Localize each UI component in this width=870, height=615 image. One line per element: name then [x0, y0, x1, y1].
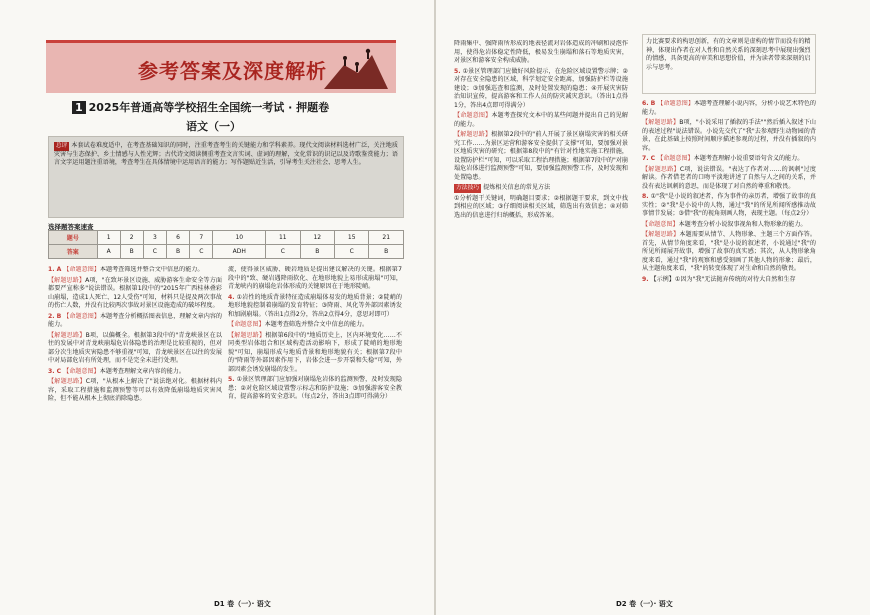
answer-value-cell: A [97, 245, 120, 259]
section-tag: 【命题意图】 [63, 367, 100, 375]
answer-block [642, 231, 816, 274]
section-tag: 【命题意图】 [454, 112, 492, 119]
right-column-2 [642, 100, 816, 286]
answer-block [48, 277, 222, 311]
block-text: 本题考查分析概括图表信息，理解文章内容的能力。 [48, 312, 222, 328]
question-number: 8. [642, 193, 649, 200]
question-number: 9. [642, 275, 649, 283]
page-footer-right: D2 卷（一）· 语文 [616, 600, 673, 608]
answer-row-label: 答案 [49, 245, 98, 259]
block-text: ①岩性的地质背景特征造成崩塌体易发的地质背景；②陡峭的地形地貌控制着崩塌的发育特征；③降雨、风化等外部因素诱发和加剧崩塌。（答出1点得2分，答出2点得4分，意思对即可） [228, 293, 402, 318]
block-text: 本题考查筛选并整合文中信息的能力。 [264, 321, 369, 328]
answer-table [48, 230, 404, 259]
answer-block [642, 166, 816, 192]
answer-value-cell: B [167, 245, 190, 259]
block-text: 本题考查理解小说重要语句含义的能力。 [693, 155, 804, 162]
question-number: 2. B [48, 312, 62, 320]
overview-text: 本套试卷难度适中，在考查基础知识的同时，注重考查考生的关键能力和学科素养。现代文阅读材料选材广泛，关注地质灾害与生态保护、乡土情感与人性光辉；古代诗文阅读侧重考查文言实词、虚词的理解，文化常识的识记以及诗歌鉴赏能力；语言文字运用题注重语境，考查考生在具体情境中运用语言的能力；写作题贴近生活，引导考生关注社会、思考人生。 [54, 142, 398, 166]
answer-block [454, 184, 628, 193]
left-page [0, 0, 434, 615]
block-text: 本题考查分析小说叙事视角和人物形象的能力。 [678, 220, 807, 228]
answer-block [48, 266, 222, 275]
answer-number-cell: 3 [143, 231, 166, 245]
answer-number-cell: 10 [213, 231, 266, 245]
overview-box [48, 136, 404, 218]
exam-title-text: 2025年普通高等学校招生全国统一考试 · 押题卷 [88, 101, 330, 114]
answer-block [228, 266, 402, 292]
question-number: 1. A [48, 266, 62, 273]
question-number: 3. C [48, 367, 62, 375]
question-number: 6. B [642, 100, 656, 107]
answer-block [454, 40, 628, 66]
answer-value-cell: B [120, 245, 143, 259]
answer-number-cell: 12 [300, 231, 334, 245]
answer-block [228, 321, 402, 330]
section-tag: 【命题意图】 [657, 100, 694, 107]
answer-number-cell: 2 [120, 231, 143, 245]
answer-block [642, 276, 816, 285]
block-text: ①"我"是小说的叙述者，作为事件的亲历者，增强了故事的真实性；②"我"是小说中的人物，通过"我"的所见所闻所感推动故事情节发展；③借"我"的视角刻画人物，表现主题。（每点2分） [642, 193, 816, 217]
answer-block [228, 332, 402, 375]
section-tag: 【解题思路】 [48, 276, 86, 284]
block-text: ①景区管理部门应加强对崩塌危岩体的监测预警，及时发现隐患；②对危险区域设置警示标志和防护设施；③加强游客安全教育，提高游客的安全意识。（每点2分，答出3点即可得满分） [228, 376, 402, 400]
question-number: 7. C [642, 155, 656, 162]
block-text: 本题考查探究文本中的某些问题并提出自己的见解的能力。 [454, 112, 628, 128]
block-text: 本题考查理解文章内容的能力。 [99, 367, 185, 375]
block-text: C项，说法错误。"表达了作者对……的讽刺"过度解读。作者借老者的口吻平淡地讲述了自然与人之间的关系，并没有表达讽刺的意思，而是体现了对自然的尊重和敬畏。 [642, 165, 816, 190]
block-text: 提炼相关信息的常见方法 [483, 184, 551, 191]
answer-value-cell: C [143, 245, 166, 259]
block-text: 本题考查理解小说内容，分析小说艺术特色的能力。 [642, 100, 816, 116]
block-text: 本题考查筛选并整合文中信息的能力。 [99, 266, 204, 273]
climbers-illustration-icon [324, 47, 388, 89]
answer-block [454, 68, 628, 111]
section-tag: 【解题思路】 [642, 165, 680, 173]
right-top-note: 力比赛要求的构思创新，有的文章则是虚构的情节而没有的精神，体现出作者在对人性和自然关系的深刻思考中展现出强烈的情感，具备更高的审美和思想价值，并为读者带来深刻的启示与思考。 [642, 34, 816, 94]
answer-block [48, 313, 222, 330]
block-text: ①景区管理部门应做好风险提示，在危险区域设置警示牌；②对存在安全隐患的区域，科学划定安全距离，加强防护栏等设施建设；③加强巡查和监测，及时处置发现的隐患；④开展灾害防治知识宣传，提高游客和工作人员的防灾减灾意识。（答出1点得1分，答出4点即可得满分） [454, 67, 628, 109]
answer-block [642, 155, 816, 164]
section-tag: 【命题意图】 [657, 155, 694, 162]
banner-title: 参考答案及深度解析 [138, 59, 327, 83]
answer-value-cell: C [266, 245, 300, 259]
block-text: 流，使得景区威胁、硬岩地质是提出建议解决的关键。根据第7段中的"致、硬岩遇降雨软化、在地形地貌上易形成崩塌"可知，青龙峡内的崩塌危岩体形成的关键原因在于地形陡峭。 [228, 266, 402, 290]
exam-number: 1 [72, 101, 86, 114]
block-text: 【示例】①因为"我"无法抛弃传统的对待大自然和生存 [650, 275, 796, 283]
answer-block [642, 221, 816, 230]
section-tag: 【解题思路】 [454, 131, 492, 138]
block-text: ①分析题干关键词，明确题目要求；②根据题干要求，到文中找到相应的区域；③仔细阅读相关区域，筛选出有效信息；④对筛选出的信息进行归纳概括，形成答案。 [454, 194, 628, 219]
answer-block [642, 193, 816, 219]
skill-tag: 方法技巧 [456, 185, 480, 191]
block-text: B项，"小说采用了插叙的手法""然后插入叙述下山的表述过程"说法错误。小说先交代了"我"去参观野生动物园的背景，在此基础上按照时间顺序描述参观的过程，并没有插叙的内容。 [642, 119, 816, 152]
question-number: 5. [228, 376, 235, 383]
section-tag: 【命题意图】 [642, 220, 679, 228]
section-tag: 【解题思路】 [48, 378, 86, 385]
block-text: 本题需要从情节、人物形象、主题三个方面作答。首先，从情节角度来看，"我"是小说的叙述者，小说通过"我"的所见所闻展开故事，增强了故事的真实感；其次，从人物形象角度来看，通过"我"的观察和感受刻画了其他人物的形象；最后，从主题角度来看，"我"的转变体现了对生命和自然的敬畏。 [642, 231, 816, 272]
answer-block [228, 294, 402, 320]
section-tag: 【命题意图】 [63, 266, 100, 273]
block-text: B项，以偏概全。根据第3段中的"青龙峡景区在以往的发展中对青龙峡崩塌危岩体隐患的治理是比较重视的，但对部分次生地质灾害隐患不够重视"可知，青龙峡景区在以往的发展中对局部危岩有所处理，而不是完全未进行处理。 [48, 331, 222, 364]
answer-block [48, 332, 222, 366]
answer-number-cell: 1 [97, 231, 120, 245]
answer-block [454, 195, 628, 221]
block-text: 根据第2段中的"前人开展了景区崩塌灾害的相关研究工作……为景区运营和游客安全提供了支撑"可知，要加强对景区地质灾害的研究；根据第8段中的"有针对性地实施工程措施，设置防护栏"可知，可以采取工程治理措施；根据第7段中的"对崩塌危岩体进行监测预警"可知，要加强监测预警工作，及时发现和处置隐患。 [454, 131, 628, 181]
block-text: 降雨集中、强降雨所形成的地表径流对岩体造成的冲刷和浸泡作用，使得危岩体稳定性降低，极易发生崩塌和落石等地质灾害，对景区和游客安全构成威胁。 [454, 40, 628, 64]
answer-block [454, 112, 628, 129]
answer-number-cell: 11 [266, 231, 300, 245]
page-footer-left: D1 卷（一）· 语文 [214, 600, 271, 608]
answer-block [48, 378, 222, 404]
answer-number-cell: 7 [190, 231, 213, 245]
left-column-1 [48, 266, 222, 406]
block-text: A项，"在致坏景区设施、威胁游客生命安全等方面都要严宣称多"说法错误。根据第1段中的"2015年广西桂林叠彩山崩塌，造成1人死亡、12人受伤"可知，材料只是提及两次事故的伤亡人数，并没有比较两次事故对景区设施造成的破坏程度。 [48, 276, 222, 309]
answer-block [48, 368, 222, 377]
section-tag: 【解题思路】 [48, 331, 86, 339]
section-tag: 【解题思路】 [642, 119, 680, 126]
answer-value-cell: C [190, 245, 213, 259]
section-tag: 【解题思路】 [642, 231, 680, 238]
answer-table-title: 选择题答案速查 [48, 223, 94, 231]
exam-title [72, 99, 329, 115]
question-number: 5. [454, 67, 461, 75]
answer-number-cell: 15 [334, 231, 368, 245]
overview-tag: 总评 [56, 143, 68, 149]
right-page [436, 0, 870, 615]
answer-value-cell: ADH [213, 245, 266, 259]
answer-block [642, 119, 816, 153]
section-tag: 【解题思路】 [228, 331, 266, 339]
question-number: 4. [228, 293, 235, 301]
block-text: C项，"从根本上解决了"说法绝对化。根据材料内容，采取工程措施和监测预警等可以有效降低崩塌地质灾害风险，但不能从根本上彻底消除隐患。 [48, 378, 222, 402]
title-banner [46, 40, 396, 93]
subject-title: 语文（一） [186, 120, 241, 133]
answer-value-cell: B [369, 245, 404, 259]
answer-block [228, 376, 402, 402]
block-text: 根据第6段中的"地质历史上，区内环境变化……不同类型岩体组合和区域构造活动影响下，形成了陡峭的地形地貌"可知，崩塌形成与地质背景和地形地貌有关；根据第7段中的"降雨等外部因素作用下，岩体会进一步开裂和失稳"可知，外部因素会诱发崩塌的发生。 [228, 331, 402, 373]
answer-value-cell: B [300, 245, 334, 259]
section-tag: 【命题意图】 [63, 312, 100, 320]
answer-block [642, 100, 816, 117]
right-column-1 [454, 40, 628, 222]
section-tag: 【命题意图】 [228, 321, 265, 328]
answer-block [454, 131, 628, 182]
answer-value-cell: C [334, 245, 368, 259]
answer-number-cell: 6 [167, 231, 190, 245]
answer-number-cell: 21 [369, 231, 404, 245]
left-column-2 [228, 266, 402, 404]
answer-header-label: 题号 [49, 231, 98, 245]
